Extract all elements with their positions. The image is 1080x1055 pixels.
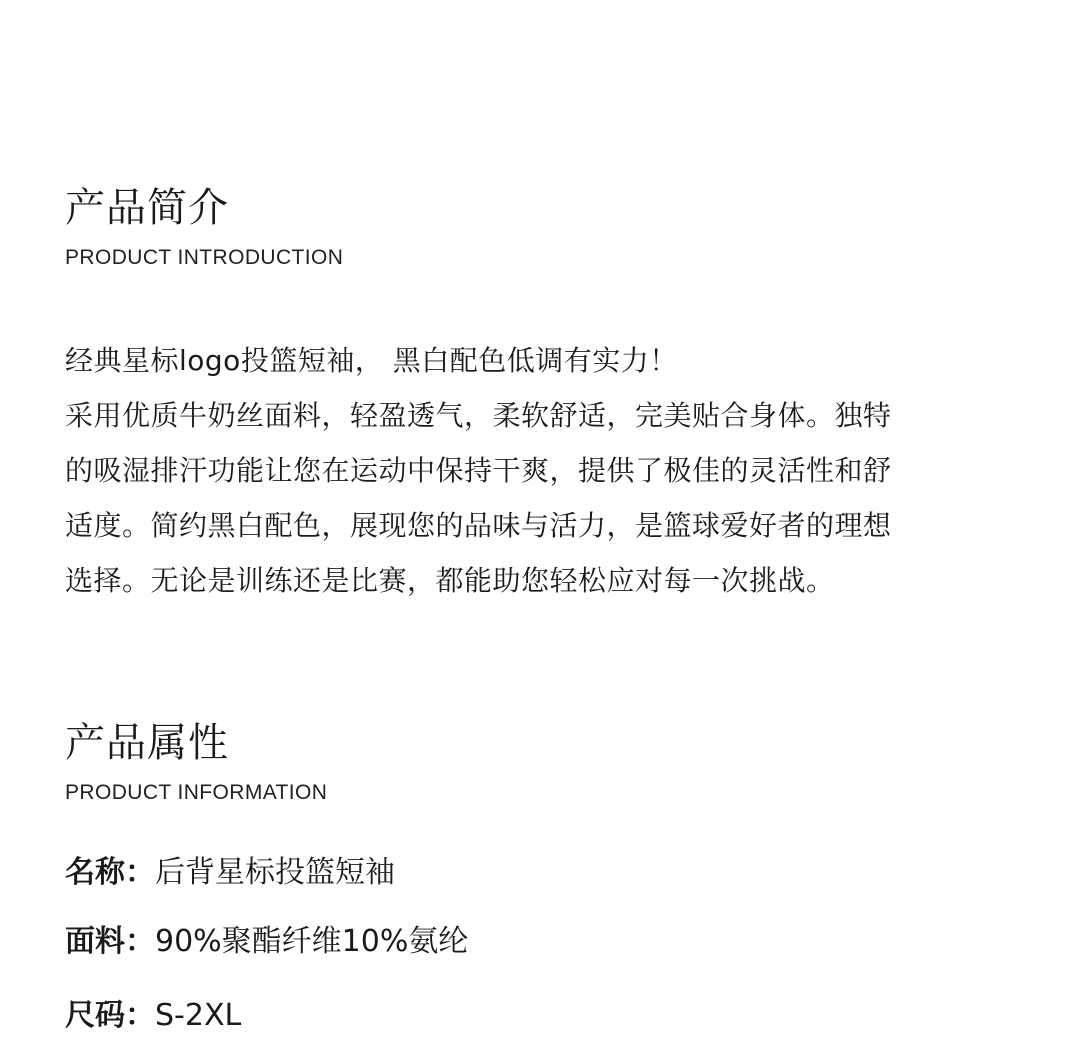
attribute-row-name	[65, 853, 395, 893]
intro-body-line: 适度。简约黑白配色，展现您的品味与活力，是篮球爱好者的理想	[65, 509, 892, 542]
intro-text-block	[65, 333, 1015, 608]
intro-body-line: 采用优质牛奶丝面料，轻盈透气，柔软舒适，完美贴合身体。独特	[65, 399, 892, 432]
attribute-value: S-2XL	[155, 998, 242, 1033]
attribute-value: 后背星标投篮短袖	[155, 855, 395, 890]
intro-section-subtitle: PRODUCT INTRODUCTION	[65, 246, 344, 269]
attribute-label: 尺码：	[65, 998, 155, 1033]
attribute-label: 名称：	[65, 855, 155, 890]
attributes-section-title: 产品属性	[65, 720, 229, 766]
attribute-value: 90%聚酯纤维10%氨纶	[155, 924, 469, 959]
attribute-row-fabric	[65, 922, 468, 962]
intro-section-title: 产品简介	[65, 185, 229, 231]
intro-headline: 经典星标logo投篮短袖， 黑白配色低调有实力！	[65, 344, 678, 377]
attribute-row-size	[65, 996, 241, 1036]
attributes-section-subtitle: PRODUCT INFORMATION	[65, 781, 328, 804]
intro-body-line: 的吸湿排汗功能让您在运动中保持干爽，提供了极佳的灵活性和舒	[65, 454, 892, 487]
attribute-label: 面料：	[65, 924, 155, 959]
intro-body-line: 选择。无论是训练还是比赛，都能助您轻松应对每一次挑战。	[65, 564, 835, 597]
